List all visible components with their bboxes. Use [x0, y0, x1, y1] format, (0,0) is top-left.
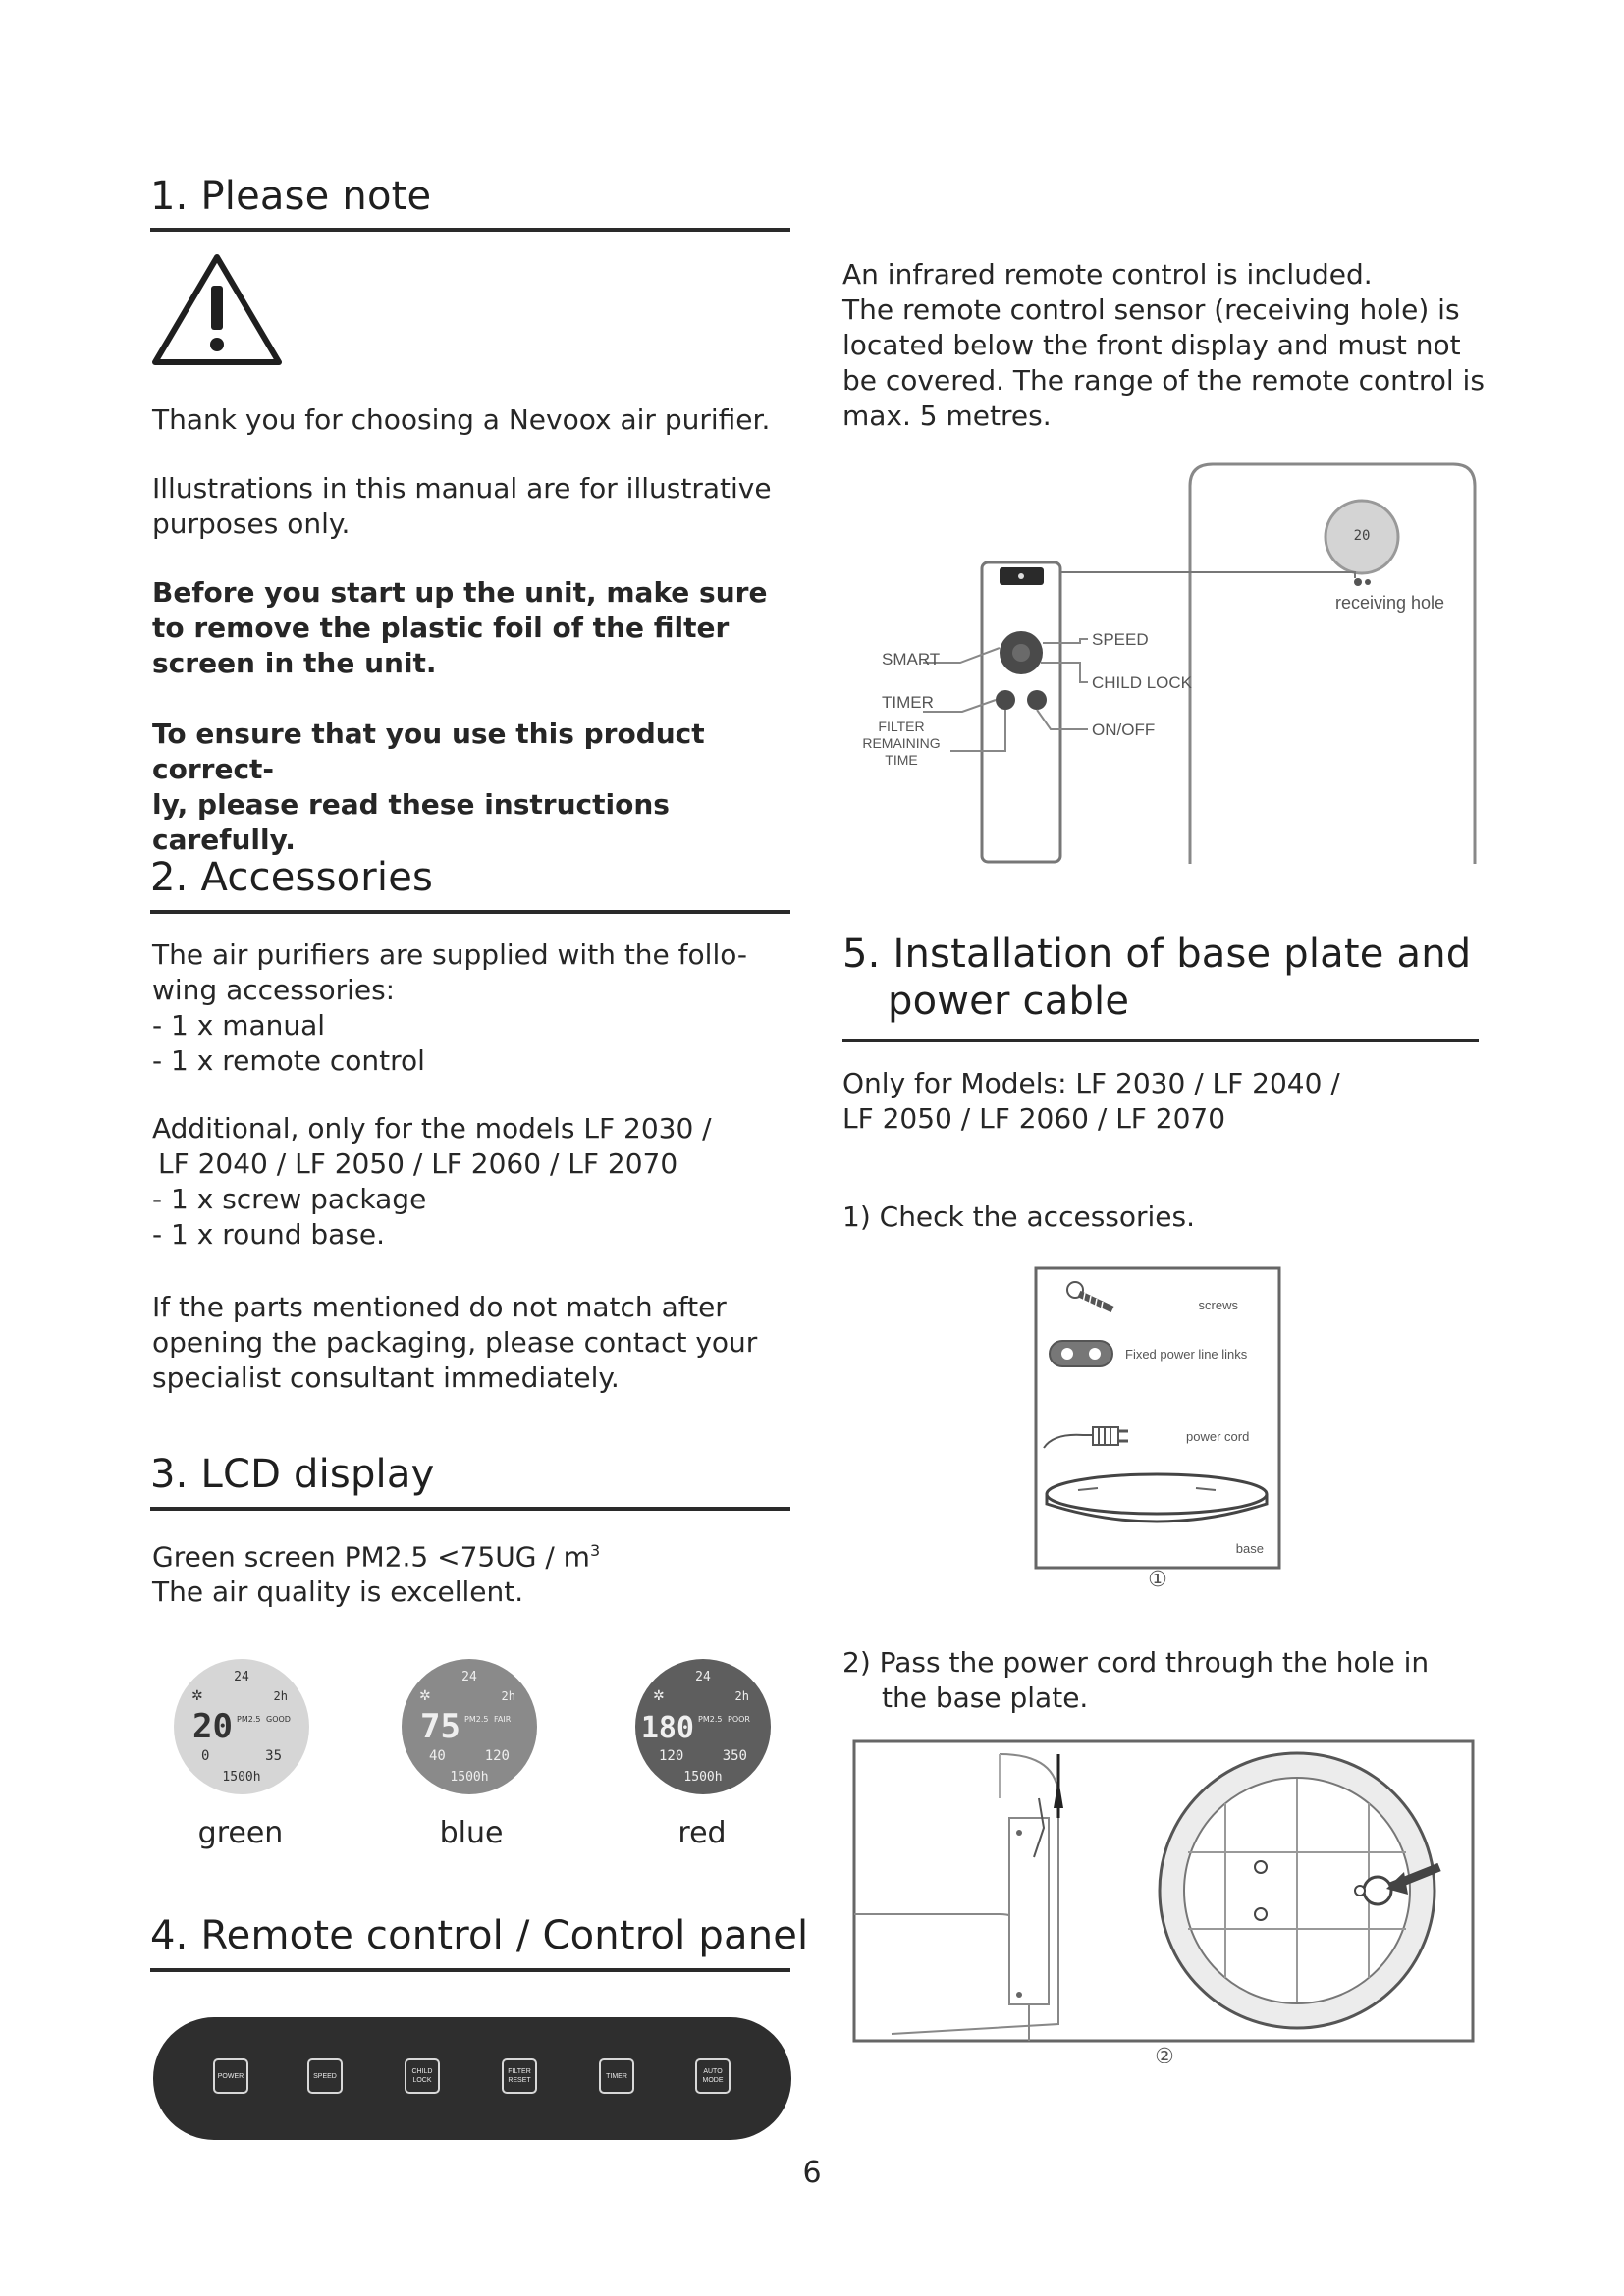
lcd-display-blue [400, 1657, 539, 1800]
lcd-hours: 2h [273, 1689, 288, 1703]
lcd-bottom-val: 1500h [450, 1770, 489, 1785]
remote-sensor-diagram [844, 456, 1492, 869]
lcd-status: POOR [728, 1715, 750, 1724]
lcd-caption-green: green [197, 1816, 284, 1850]
section-3-rule [150, 1507, 790, 1511]
filter-label: FILTER [878, 719, 925, 734]
figure-1-number: ① [1148, 1568, 1167, 1590]
lcd-left-val: 120 [659, 1748, 684, 1764]
fan-icon: ✲ [419, 1688, 431, 1704]
power-line-link-icon [1050, 1341, 1112, 1366]
section-2-title: 2. Accessories [150, 855, 434, 900]
receiving-hole-label: receiving hole [1335, 593, 1445, 613]
section-4-title: 4. Remote control / Control panel [150, 1913, 809, 1958]
lcd-bottom-val: 1500h [683, 1770, 723, 1785]
accessories-note: If the parts mentioned do not match after opening the packaging, please contact your specialist consultant immediately. [152, 1291, 758, 1394]
lcd-description: Green screen $PM2.5 <75UG / m^3$ The air quality is excellent. [152, 1540, 601, 1609]
on-off-label: ON/OFF [1092, 721, 1156, 739]
links-label: Fixed power line links [1125, 1347, 1248, 1362]
panel-power-button[interactable]: POWER [213, 2058, 248, 2094]
lcd-right-val: 350 [722, 1748, 747, 1764]
timer-label: TIMER [882, 693, 934, 712]
lcd-pm: 20 [192, 1707, 233, 1746]
lcd-pm: 180 [640, 1711, 694, 1745]
fan-icon: ✲ [191, 1688, 203, 1704]
section-1-title: 1. Please note [150, 174, 432, 219]
intro-read-instructions: To ensure that you use this product correct- ly, please read these instructions carefully. [152, 718, 705, 856]
section-4-rule [150, 1968, 790, 1972]
page-number: 6 [802, 2156, 822, 2190]
accessories-figure [1034, 1266, 1281, 1590]
step-2: 2) Pass the power cord through the hole in the base plate. [842, 1646, 1430, 1714]
speed-label: SPEED [1092, 630, 1149, 649]
section-1-rule [150, 228, 790, 232]
section-5-title: 5. Installation of base plate and power cable [842, 932, 1472, 1024]
remote-body [982, 562, 1060, 862]
filter-remaining-label: REMAINING [862, 735, 941, 751]
lcd-caption-blue: blue [439, 1816, 504, 1850]
remote-timer-button [996, 690, 1015, 710]
svg-text:20: 20 [1353, 528, 1371, 544]
lcd-caption-red: red [677, 1816, 727, 1850]
intro-foil-warning: Before you start up the unit, make sure to remove the plastic foil of the filter screen in the unit. [152, 576, 768, 679]
remote-info: An infrared remote control is included. The remote control sensor (receiving hole) is located below the front display and must not be covered. The range of the remote control is max. 5 metres. [842, 258, 1485, 432]
lcd-hours: 2h [734, 1689, 749, 1703]
panel-child-lock-button[interactable]: CHILD LOCK [405, 2058, 440, 2094]
child-lock-label: CHILD LOCK [1092, 673, 1193, 692]
lcd-left-val: 0 [201, 1748, 210, 1764]
lcd-right-val: 120 [484, 1748, 510, 1764]
lcd-right-val: 35 [265, 1748, 282, 1764]
section-2-rule [150, 910, 790, 914]
cord-label: power cord [1186, 1429, 1250, 1444]
accessories-additional: Additional, only for the models LF 2030 / LF 2040 / LF 2050 / LF 2060 / LF 2070 - 1 x screw package - 1 x round base. [152, 1112, 712, 1251]
intro-thanks: Thank you for choosing a Nevoox air purifier. [152, 403, 771, 436]
filter-time-label: TIME [885, 752, 918, 768]
figure-2-number: ② [1155, 2045, 1174, 2063]
intro-illustrations: Illustrations in this manual are for illustrative purposes only. [152, 472, 772, 540]
base-installation-figure [852, 1739, 1477, 2063]
panel-timer-button[interactable]: TIMER [599, 2058, 634, 2094]
panel-auto-mode-button[interactable]: AUTO MODE [695, 2058, 731, 2094]
lcd-pm-unit: PM2.5 [698, 1715, 723, 1724]
lcd-top: 24 [695, 1670, 711, 1684]
lcd-pm-unit: PM2.5 [237, 1715, 261, 1724]
accessories-intro: The air purifiers are supplied with the follo- wing accessories: - 1 x manual - 1 x remote control [152, 938, 747, 1077]
warning-icon [150, 251, 284, 369]
lcd-top: 24 [461, 1670, 477, 1684]
panel-speed-button[interactable]: SPEED [307, 2058, 343, 2094]
models-info: Only for Models: LF 2030 / LF 2040 / LF 2050 / LF 2060 / LF 2070 [842, 1067, 1340, 1135]
base-label: base [1235, 1541, 1264, 1556]
lcd-display-green [172, 1657, 311, 1800]
lcd-display-red [633, 1657, 773, 1800]
section-5-rule [842, 1039, 1479, 1042]
fan-icon: ✲ [653, 1688, 665, 1704]
smart-label: SMART [882, 650, 941, 668]
lcd-pm-unit: PM2.5 [464, 1715, 489, 1724]
lcd-hours: 2h [501, 1689, 515, 1703]
lcd-pm: 75 [420, 1707, 460, 1746]
lcd-top: 24 [234, 1670, 249, 1684]
lcd-bottom-val: 1500h [222, 1770, 261, 1785]
section-3-title: 3. LCD display [150, 1452, 435, 1497]
remote-power-button [1027, 690, 1047, 710]
lcd-left-val: 40 [429, 1748, 446, 1764]
panel-filter-reset-button[interactable]: FILTER RESET [502, 2058, 537, 2094]
screws-label: screws [1198, 1298, 1238, 1312]
lcd-status: FAIR [494, 1715, 512, 1724]
step-1: 1) Check the accessories. [842, 1201, 1196, 1233]
lcd-status: GOOD [266, 1715, 291, 1724]
